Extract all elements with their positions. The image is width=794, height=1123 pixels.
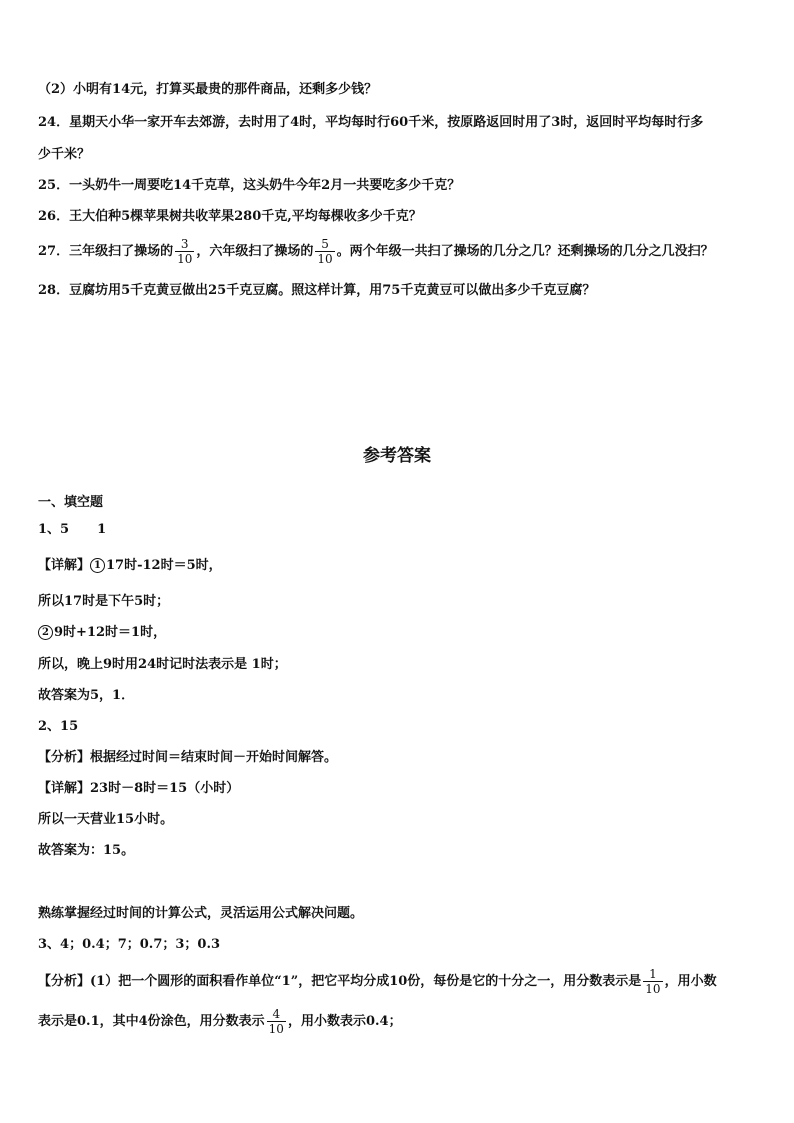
fraction — [267, 1007, 286, 1036]
question-25: 25．一头奶牛一周要吃14千克草，这头奶牛今年2月一共要吃多少千克？ — [38, 178, 461, 193]
question-26: 26．王大伯种5棵苹果树共收苹果280千克,平均每棵收多少千克？ — [38, 209, 422, 224]
fraction-denominator: 10 — [645, 982, 661, 996]
question-24-line-1: 24．星期天小华一家开车去郊游，去时用了4时，平均每时行60千米，按原路返回时用了3时，返回时平均每时行多 — [38, 115, 704, 130]
fraction-numerator: 4 — [267, 1007, 286, 1022]
answer-2-detail: 【详解】23时－8时＝15（小时） — [38, 781, 240, 796]
fraction-numerator: 1 — [643, 967, 662, 982]
analysis-text-1: 表示是0.1，其中4份涂色，用分数表示 — [38, 1014, 265, 1029]
detail-text: 9时+12时＝1时， — [54, 625, 167, 640]
section-heading: 一、填空题 — [38, 495, 104, 510]
answer-1-detail-5: 故答案为5，1． — [38, 688, 135, 703]
fraction-numerator: 5 — [315, 237, 334, 252]
analysis-text-2: ，用小数表示0.4； — [287, 1014, 402, 1029]
question-24-line-2: 少千米？ — [38, 147, 91, 162]
analysis-text-1: 【分析】(1）把一个圆形的面积看作单位“1”，把它平均分成10份，每份是它的十分之一，用分数表示是 — [38, 974, 642, 989]
fraction — [643, 967, 662, 996]
answer-2-note: 熟练掌握经过时间的计算公式，灵活运用公式解决问题。 — [38, 906, 364, 921]
fraction — [315, 237, 334, 266]
question-23-part-2: （2）小明有14元，打算买最贵的那件商品，还剩多少钱？ — [38, 82, 378, 97]
answer-2-final: 故答案为：15。 — [38, 843, 135, 858]
question-28: 28．豆腐坊用5千克黄豆做出25千克豆腐。照这样计算，用75千克黄豆可以做出多少千克豆腐？ — [38, 283, 596, 298]
answer-2: 2、15 — [38, 719, 79, 734]
answer-1-detail-3 — [38, 624, 764, 642]
answer-3-analysis-1 — [38, 966, 764, 998]
circled-number: 1 — [90, 558, 105, 573]
answers-title: 参考答案 — [363, 446, 431, 466]
q27-text-1: 27．三年级扫了操场的 — [38, 244, 174, 259]
circled-number: 2 — [38, 625, 53, 640]
answer-1-label: 1、5 — [38, 522, 70, 537]
answer-3-analysis-2 — [38, 1006, 764, 1038]
answer-2-conclusion: 所以一天营业15小时。 — [38, 812, 174, 827]
q27-text-2: ，六年级扫了操场的 — [196, 244, 314, 259]
answer-1-value: 1 — [97, 522, 107, 537]
detail-text: 17时-12时＝5时， — [106, 558, 222, 573]
answer-1-detail-2: 所以17时是下午5时； — [38, 594, 170, 609]
answer-3: 3、4；0.4；7；0.7；3；0.3 — [38, 937, 221, 952]
answer-2-analysis: 【分析】根据经过时间＝结束时间－开始时间解答。 — [38, 750, 338, 765]
fraction-numerator: 3 — [175, 237, 194, 252]
analysis-text-2: ，用小数 — [664, 974, 717, 989]
answer-1-detail-4: 所以，晚上9时用24时记时法表示是 1时； — [38, 657, 287, 672]
question-27 — [38, 236, 764, 268]
fraction-denominator: 10 — [177, 252, 193, 266]
answer-1 — [38, 521, 764, 539]
detail-prefix: 【详解】 — [38, 558, 91, 573]
q27-text-3: 。两个年级一共扫了操场的几分之几？还剩操场的几分之几没扫？ — [336, 244, 714, 259]
fraction-denominator: 10 — [317, 252, 333, 266]
fraction — [175, 237, 194, 266]
fraction-denominator: 10 — [268, 1022, 284, 1036]
answer-1-detail-1 — [38, 557, 764, 575]
